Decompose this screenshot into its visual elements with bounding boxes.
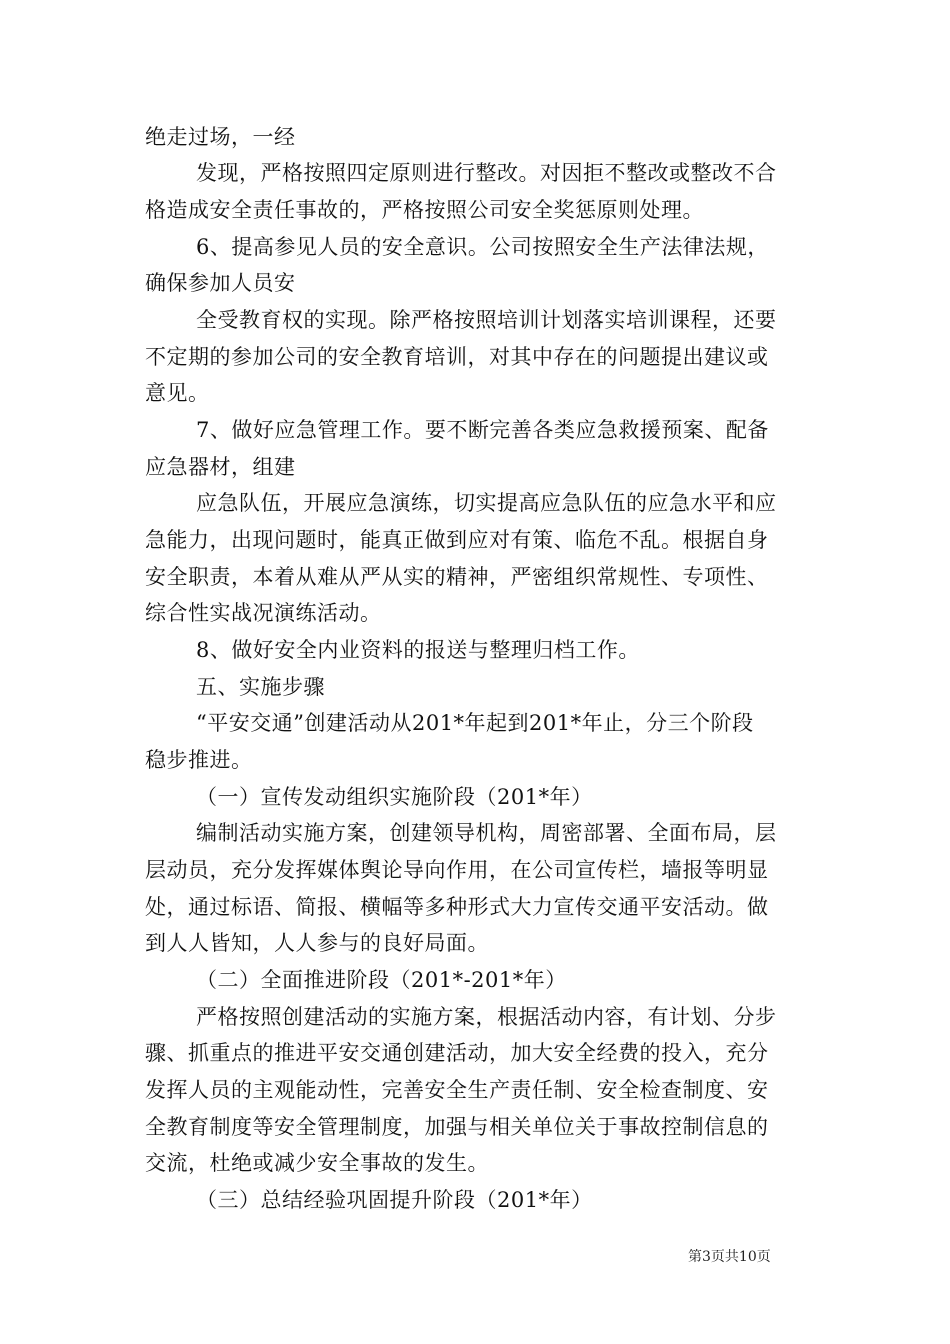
section-heading: 五、实施步骤 [196,675,325,699]
text-line: 7、做好应急管理工作。要不断完善各类应急救援预案、配备 [196,418,769,442]
subsection-heading: （二）全面推进阶段（201*-201*年） [196,968,567,992]
text-line: 应急队伍，开展应急演练，切实提高应急队伍的应急水平和应 [196,491,777,515]
text-line: 6、提高参见人员的安全意识。公司按照安全生产法律法规， [196,235,769,259]
text-line: 到人人皆知，人人参与的良好局面。 [145,931,489,955]
text-line: 急能力，出现问题时，能真正做到应对有策、临危不乱。根据自身 [145,528,769,552]
text-line: 格造成安全责任事故的，严格按照公司安全奖惩原则处理。 [145,198,704,222]
page-number: 第3页共10页 [688,1249,771,1265]
subsection-heading: （三）总结经验巩固提升阶段（201*年） [196,1188,593,1212]
text-line: 安全职责，本着从难从严从实的精神，严密组织常规性、专项性、 [145,565,769,589]
text-line: 处，通过标语、简报、横幅等多种形式大力宣传交通平安活动。做 [145,895,769,919]
text-line: 应急器材，组建 [145,455,296,479]
text-line: 综合性实战况演练活动。 [145,601,382,625]
text-line: 骤、抓重点的推进平安交通创建活动，加大安全经费的投入，充分 [145,1041,769,1065]
text-line: 确保参加人员安 [145,271,296,295]
text-line: 层动员，充分发挥媒体舆论导向作用，在公司宣传栏，墙报等明显 [145,858,769,882]
text-line: 绝走过场，一经 [145,125,296,149]
text-line: 发现，严格按照四定原则进行整改。对因拒不整改或整改不合 [196,161,777,185]
text-line: 全受教育权的实现。除严格按照培训计划落实培训课程，还要 [196,308,777,332]
text-line: 交流，杜绝或减少安全事故的发生。 [145,1151,489,1175]
text-line: 严格按照创建活动的实施方案，根据活动内容，有计划、分步 [196,1005,777,1029]
text-line: 发挥人员的主观能动性，完善安全生产责任制、安全检查制度、安 [145,1078,769,1102]
text-line: 不定期的参加公司的安全教育培训，对其中存在的问题提出建议或 [145,345,769,369]
text-line: 全教育制度等安全管理制度，加强与相关单位关于事故控制信息的 [145,1115,769,1139]
subsection-heading: （一）宣传发动组织实施阶段（201*年） [196,785,593,809]
text-line: 稳步推进。 [145,748,253,772]
text-line: 意见。 [145,381,210,405]
text-line: “平安交通”创建活动从201*年起到201*年止，分三个阶段 [196,711,754,735]
text-line: 8、做好安全内业资料的报送与整理归档工作。 [196,638,640,662]
text-line: 编制活动实施方案，创建领导机构，周密部署、全面布局，层 [196,821,777,845]
